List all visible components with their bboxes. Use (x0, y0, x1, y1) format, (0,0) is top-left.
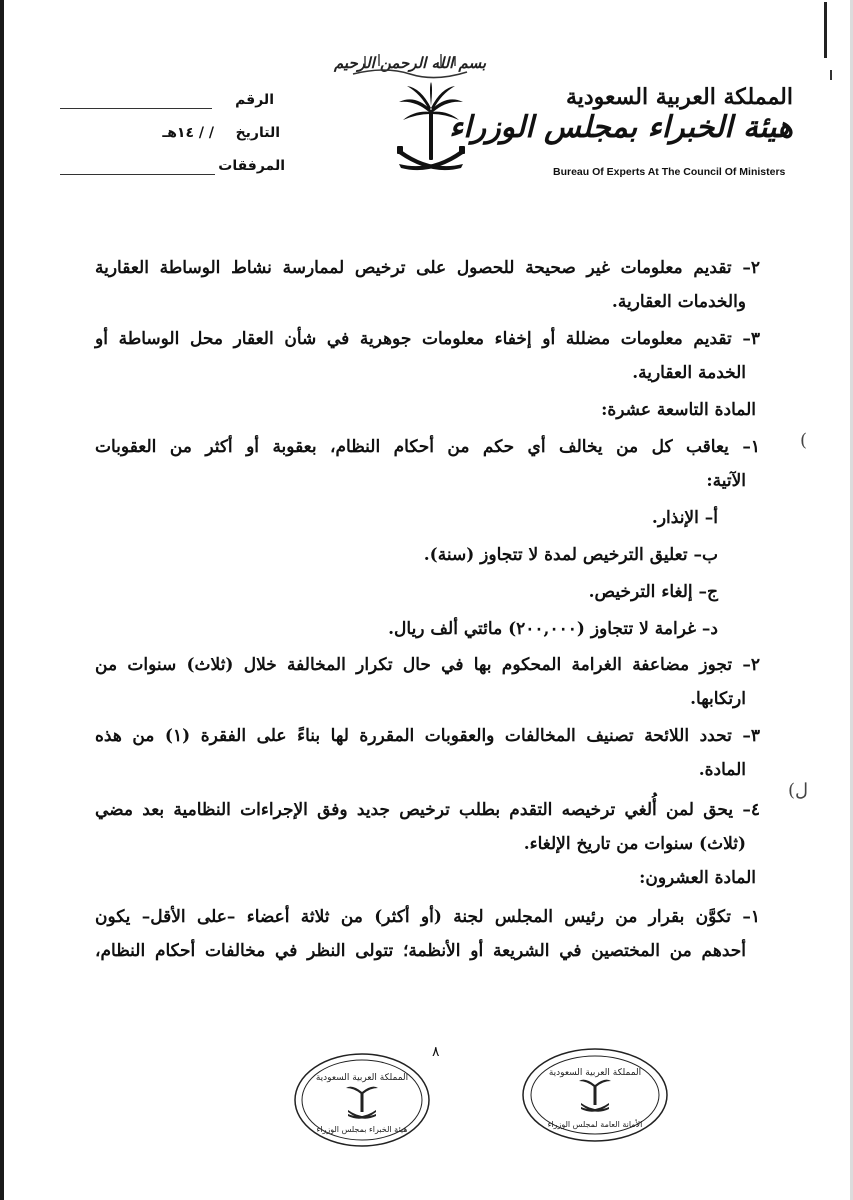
article-heading: المادة العشرون: (639, 868, 756, 888)
scan-mark (824, 2, 827, 58)
body-line: (ثلاث) سنوات من تاريخ الإلغاء. (523, 834, 746, 854)
body-line: المادة. (698, 760, 746, 780)
scan-mark: (ل (788, 780, 809, 801)
stamp-bottom-text: هيئة الخبراء بمجلس الوزراء (316, 1125, 408, 1134)
page-number: ٨ (432, 1044, 440, 1060)
body-line: الخدمة العقارية. (632, 363, 746, 383)
bureau-title-arabic: هيئة الخبراء بمجلس الوزراء (449, 110, 793, 145)
stamp-top-text: المملكة العربية السعودية (315, 1073, 409, 1083)
article-heading: المادة التاسعة عشرة: (601, 400, 756, 420)
body-line: ٣– تحدد اللائحة تصنيف المخالفات والعقوبات المقررة لها بناءً على الفقرة (١) من هذه (95, 726, 760, 746)
list-item: أ– الإنذار. (651, 508, 718, 528)
reference-date-label: التاريخ (235, 125, 280, 141)
scan-mark (830, 70, 832, 80)
body-line: ١– يعاقب كل من يخالف أي حكم من أحكام النظام، بعقوبة أو أكثر من العقوبات (95, 437, 760, 457)
reference-date-row (60, 125, 280, 149)
scan-mark: ( (800, 430, 808, 451)
list-item: ج– إلغاء الترخيص. (588, 582, 718, 602)
official-stamp (520, 1045, 670, 1145)
reference-number-row (60, 92, 274, 116)
body-line: ١– تكوَّن بقرار من رئيس المجلس لجنة (أو أكثر) من ثلاثة أعضاء –على الأقل– يكون (95, 907, 760, 927)
stamp-bottom-text: الأمانة العامة لمجلس الوزراء (547, 1120, 643, 1129)
scan-left-edge (0, 0, 4, 1200)
reference-attachments-row (60, 158, 285, 182)
reference-attachments-line (60, 174, 215, 175)
bismillah-text: بسم الله الرحمن الرحيم (333, 54, 487, 72)
reference-attachments-label: المرفقات (218, 158, 285, 174)
reference-date-value: / / ١٤هـ (162, 125, 214, 141)
official-stamp (292, 1050, 432, 1150)
reference-number-line (60, 108, 212, 109)
body-line: ٢– تقديم معلومات غير صحيحة للحصول على ترخيص لممارسة نشاط الوساطة العقارية (95, 258, 760, 278)
list-item: ب– تعليق الترخيص لمدة لا تتجاوز (سنة). (423, 545, 718, 565)
bureau-title-english: Bureau Of Experts At The Council Of Ministers (553, 166, 786, 178)
body-line: ٤– يحق لمن أُلغي ترخيصه التقدم بطلب ترخيص جديد وفق الإجراءات النظامية بعد مضي (95, 800, 760, 820)
body-line: والخدمات العقارية. (611, 292, 746, 312)
body-line: أحدهم من المختصين في الشريعة أو الأنظمة؛ تتولى النظر في مخالفات أحكام النظام، (95, 941, 746, 961)
body-line: الآتية: (706, 471, 746, 491)
body-line: ٢– تجوز مضاعفة الغرامة المحكوم بها في حال تكرار المخالفة خلال (ثلاث) سنوات من (95, 655, 760, 675)
body-line: ارتكابها. (690, 689, 746, 709)
kingdom-title: المملكة العربية السعودية (565, 84, 793, 110)
body-line: ٣– تقديم معلومات مضللة أو إخفاء معلومات جوهرية في شأن العقار محل الوساطة أو (95, 329, 760, 349)
bismillah-calligraphy (333, 44, 487, 84)
stamp-top-text: المملكة العربية السعودية (548, 1068, 642, 1078)
reference-number-label: الرقم (235, 92, 274, 108)
list-item: د– غرامة لا تتجاوز (٢٠٠,٠٠٠) مائتي ألف ريال. (388, 619, 718, 639)
